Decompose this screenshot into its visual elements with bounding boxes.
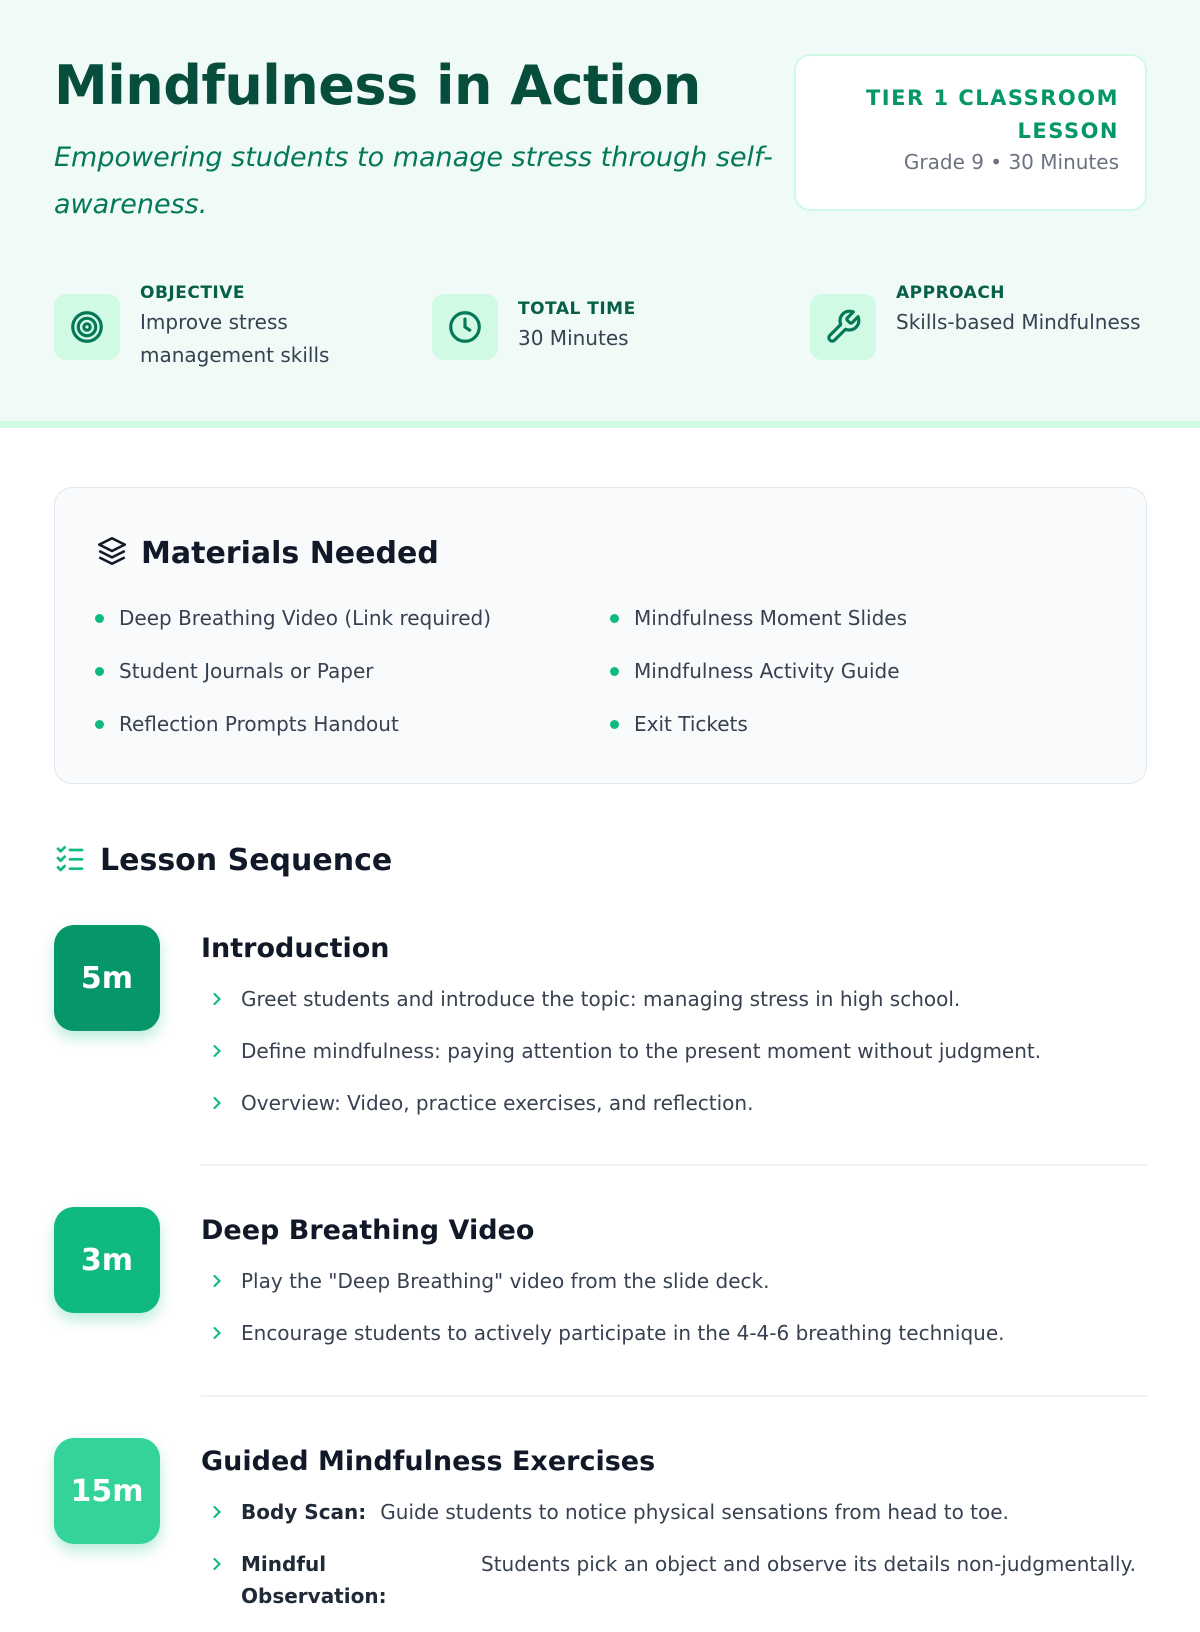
- wrench-icon: [810, 294, 876, 360]
- chevron-right-icon: [207, 1041, 227, 1061]
- step-bullet: Greet students and introduce the topic: managing stress in high school.: [201, 983, 1147, 1015]
- step-title: Deep Breathing Video: [201, 1215, 535, 1246]
- step-bullet: Encourage students to actively participate in the 4-4-6 breathing technique.: [201, 1317, 1147, 1349]
- materials-title: Materials Needed: [141, 535, 439, 571]
- sequence-title: Lesson Sequence: [100, 842, 393, 878]
- divider: [201, 1395, 1147, 1397]
- meta-value: 30 Minutes: [518, 326, 629, 350]
- target-icon: [54, 294, 120, 360]
- step-title: Introduction: [201, 933, 390, 964]
- duration-badge: 15m: [54, 1438, 160, 1544]
- step-title: Guided Mindfulness Exercises: [201, 1446, 656, 1477]
- material-item: Deep Breathing Video (Link required): [95, 606, 491, 630]
- bullet-text: Guide students to notice physical sensations from head to toe.: [380, 1500, 1009, 1524]
- bullet-label: Mindful Observation:: [241, 1552, 387, 1608]
- step-bullet: Overview: Video, practice exercises, and reflection.: [201, 1087, 1147, 1119]
- step-bullet: [201, 1496, 1147, 1528]
- duration-badge: 5m: [54, 925, 160, 1031]
- meta-value: Skills-based Mindfulness: [896, 310, 1141, 334]
- meta-label: APPROACH: [896, 283, 1006, 303]
- chevron-right-icon: [207, 1323, 227, 1343]
- step-bullet: Define mindfulness: paying attention to the present moment without judgment.: [201, 1035, 1147, 1067]
- material-item: Reflection Prompts Handout: [95, 712, 399, 736]
- checklist-icon: [54, 842, 86, 878]
- sequence-header: [54, 842, 392, 878]
- step-bullet: [201, 1548, 1147, 1612]
- tier-card: [794, 54, 1147, 211]
- clock-icon: [432, 294, 498, 360]
- divider: [201, 1164, 1147, 1166]
- bullet-label: Body Scan:: [241, 1500, 367, 1524]
- chevron-right-icon: [207, 1093, 227, 1113]
- meta-label: OBJECTIVE: [140, 283, 246, 303]
- material-item: Mindfulness Activity Guide: [610, 659, 900, 683]
- tier-meta: Grade 9 • 30 Minutes: [903, 150, 1119, 174]
- page-subtitle: Empowering students to manage stress through self-awareness.: [54, 142, 773, 220]
- lesson-header: [0, 0, 1200, 428]
- meta-label: TOTAL TIME: [518, 299, 636, 319]
- meta-value: Improve stress management skills: [140, 310, 330, 367]
- chevron-right-icon: [207, 1271, 227, 1291]
- bullet-text: Students pick an object and observe its details non-judgmentally.: [481, 1552, 1136, 1576]
- chevron-right-icon: [207, 1554, 227, 1574]
- material-item: Mindfulness Moment Slides: [610, 606, 907, 630]
- duration-badge: 3m: [54, 1207, 160, 1313]
- materials-card: [54, 487, 1147, 784]
- material-item: Student Journals or Paper: [95, 659, 374, 683]
- chevron-right-icon: [207, 1502, 227, 1522]
- page-title: Mindfulness in Action: [54, 54, 701, 117]
- material-item: Exit Tickets: [610, 712, 748, 736]
- layers-icon: [95, 534, 129, 572]
- step-bullet: Play the "Deep Breathing" video from the slide deck.: [201, 1265, 1147, 1297]
- chevron-right-icon: [207, 989, 227, 1009]
- tier-label: TIER 1 CLASSROOM LESSON: [865, 86, 1119, 143]
